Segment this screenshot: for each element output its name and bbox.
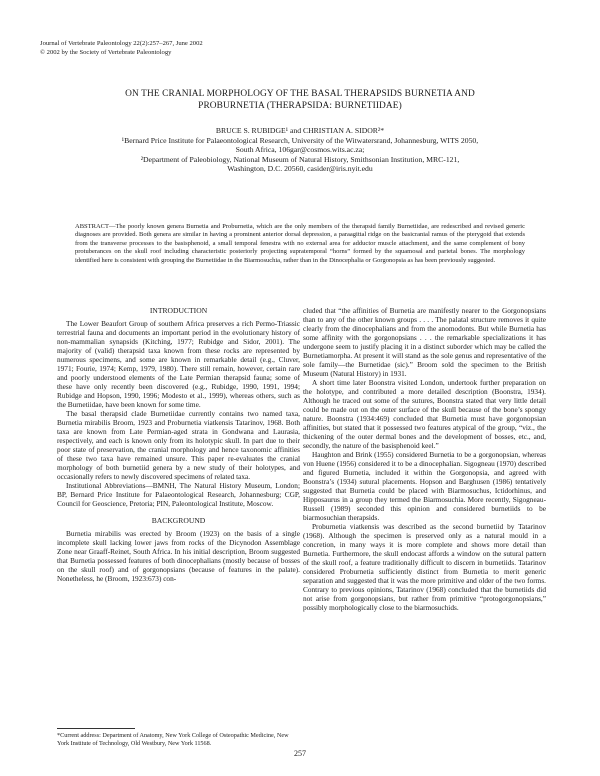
title-line-2: PROBURNETIA (THERAPSIDA: BURNETIIDAE) <box>198 101 402 111</box>
page-number: 257 <box>294 749 306 758</box>
affiliation-2-line-1: ²Department of Paleobiology, National Museum of Natural History, Smithsonian Institution, MRC-121, <box>140 154 460 164</box>
background-heading: BACKGROUND <box>151 516 206 525</box>
spacer <box>57 508 300 516</box>
affiliation-1-line-2: South Africa, 106gar@cosmos.wits.ac.za; <box>235 145 365 155</box>
affiliation-2-line-2: Washington, D.C. 20560, casider@iris.nyit.edu <box>227 164 373 174</box>
article-title <box>60 88 540 112</box>
abstract: ABSTRACT—The poorly known genera Burnetia and Proburnetia, which are the only members of the therapsid family Burnetiidae, are redescribed and revised generic diagnoses are provided. Both genera are similar in having a prominent anterior dorsal depression, a paraagittal ridge on the basicranial ramus of the pterygoid that extends from the transverse processes to the basisphenoid, a small temporal fenestra with no external area for adductor muscle attachment, and the same complement of bony protuberances on the skull roof including characteristic posteriorly projecting supratemporal “horns” formed by the squamosal and parietal bones. The morphology identified here is consistent with grouping the Burnetiidae in the Biarmosuchia, rather than in the Dinocephalia or Gorgonopsia as has been previously suggested. <box>75 223 525 264</box>
footnote-rule <box>57 728 135 729</box>
footnote: *Current address: Department of Anatomy, New York College of Osteopathic Medicine, New York Institute of Technology, Old Westbury, New York 11568. <box>57 732 289 747</box>
right-paragraph-1: cluded that “the affinities of Burnetia are manifestly nearer to the Gorgonopsians than to any of the other known groups . . . . The palatal structure removes it quite clearly from the dinocephalians and from the anomodonts. But while Burnetia has some affinity with the gorgonopsians . . . the remarkable specializations it has undergone seem to justify placing it in a distinct suborder which may be called the Burnetiamorpha. At present it will stand as the sole genus and representative of the sole family—the Burnetidae (sic).” Broom sold the specimen to the British Museum (Natural History) in 1931. <box>303 306 546 378</box>
title-line-1: ON THE CRANIAL MORPHOLOGY OF THE BASAL THERAPSIDS BURNETIA AND <box>125 89 475 99</box>
journal-citation: Journal of Vertebrate Paleontology 22(2):257–267, June 2002 <box>40 40 203 47</box>
right-paragraph-3: Haughton and Brink (1955) considered Burnetia to be a gorgonopsian, whereas von Huene (1956) considered it to be a dinocephalian. Sigogneau (1970) described and figured Burnetia, included it within the Gorgonopsia, and agreed with Boonstra’s (1934) sutural placements. Hopson and Barghusen (1986) tentatively suggested that Burnetia could be placed with Biarmosuchus, Ictidorhinus, and Hipposaurus in a group they termed the Biarmosuchia. More recently, Sigogneau-Russell (1989) seconded this opinion and considered burnetiids to be biarmosuchian therapsids. <box>303 450 546 522</box>
intro-paragraph-3: Institutional Abbreviations—BMNH, The Natural History Museum, London; BP, Bernard Price Institute for Palaeontological Research, Johannesburg; CGP, Council for Geoscience, Pretoria; PIN, Paleontological Institute, Moscow. <box>57 481 300 508</box>
right-column <box>303 306 546 612</box>
journal-header <box>40 40 203 57</box>
right-paragraph-2: A short time later Boonstra visited London, undertook further preparation on the holotype, and contributed a more detailed description (Boonstra, 1934). Although he traced out some of the sutures, Boonstra stated that very little detail could be made out on the outer surface of the skull because of the bone’s spongy nature. Boonstra (1934:469) concluded that Burnetia must have gorgonopsian affinities, but stated that it possessed two features atypical of the group, “viz., the thickening of the outer dermal bones and the development of bosses, etc., and, secondly, the nature of the basisphenoid keel.” <box>303 378 546 450</box>
right-paragraph-4: Proburnetia viatkensis was described as the second burnetiid by Tatarinov (1968). Although the specimen is preserved only as a natural mould in a concretion, in many ways it is more complete and shows more detail than Burnetia. Furthermore, the skull endocast affords a window on the sutural pattern of the skull roof, a feature traditionally difficult to discern in burnetiids. Tatarinov considered Proburnetia sufficiently distinct from Burnetia to merit generic separation and suggested that it was the more primitive and older of the two forms. Contrary to previous opinions, Tatarinov (1968) concluded that the burnetiids did not arise from gorgonopsians, but rather from primitive “protogorgonopsians,” possibly morphologically close to the biarmosuchids. <box>303 522 546 612</box>
background-paragraph-1: Burnetia mirabilis was erected by Broom (1923) on the basis of a single incomplete skull lacking lower jaws from rocks of the Dicynodon Assemblage Zone near Graaff-Reinet, South Africa. In his initial description, Broom suggested that Burnetia possessed features of both dinocephalians (mostly because of bosses on the skull roof) and of gorgonopsians (because of features in the palate). Nonetheless, he (Broom, 1923:673) con- <box>57 529 300 583</box>
author-names: BRUCE S. RUBIDGE¹ and CHRISTIAN A. SIDOR²* <box>215 126 385 135</box>
introduction-heading: INTRODUCTION <box>149 306 208 315</box>
intro-paragraph-2: The basal therapsid clade Burnetiidae currently contains two named taxa, Burnetia mirabilis Broom, 1923 and Proburnetia viatkensis Tatarinov, 1968. Both taxa are known from Late Permian-aged strata in Gondwana and Laurasia, respectively, and each is known only from its holotypic skull. In part due to their poor state of preservation, the cranial morphology and hence taxonomic affinities of these two taxa have remained unsure. This paper re-evaluates the cranial morphology of both burnetiid genera by a new study of their holotypes, and occasionally refers to newly discovered specimens of related taxa. <box>57 409 300 481</box>
affiliation-1-line-1: ¹Bernard Price Institute for Palaeontological Research, University of the Witwatersrand, Johannesburg, WITS 2050, <box>121 135 479 145</box>
author-block <box>60 126 540 174</box>
journal-copyright: © 2002 by the Society of Vertebrate Paleontology <box>40 48 172 56</box>
left-column <box>57 306 300 583</box>
intro-paragraph-1: The Lower Beaufort Group of southern Africa preserves a rich Permo-Triassic terrestrial fauna and documents an important period in the evolutionary history of non-mammalian synapsids (Kitching, 1977; Rubidge and Sidor, 2001). The majority of (valid) therapsid taxa known from these rocks are represented by numerous specimens, and some are known in remarkable detail (e.g., Cluver, 1971; Fourie, 1974; Kemp, 1979, 1980). There still remain, however, certain rare and poorly understood elements of the Late Permian therapsid fauna; some of these have only recently been discovered (e.g., Rubidge, 1990, 1991, 1994; Rubidge and Hopson, 1990, 1996; Modesto et al., 1999), whereas others, such as the Burnetiidae, have been known for some time. <box>57 319 300 409</box>
